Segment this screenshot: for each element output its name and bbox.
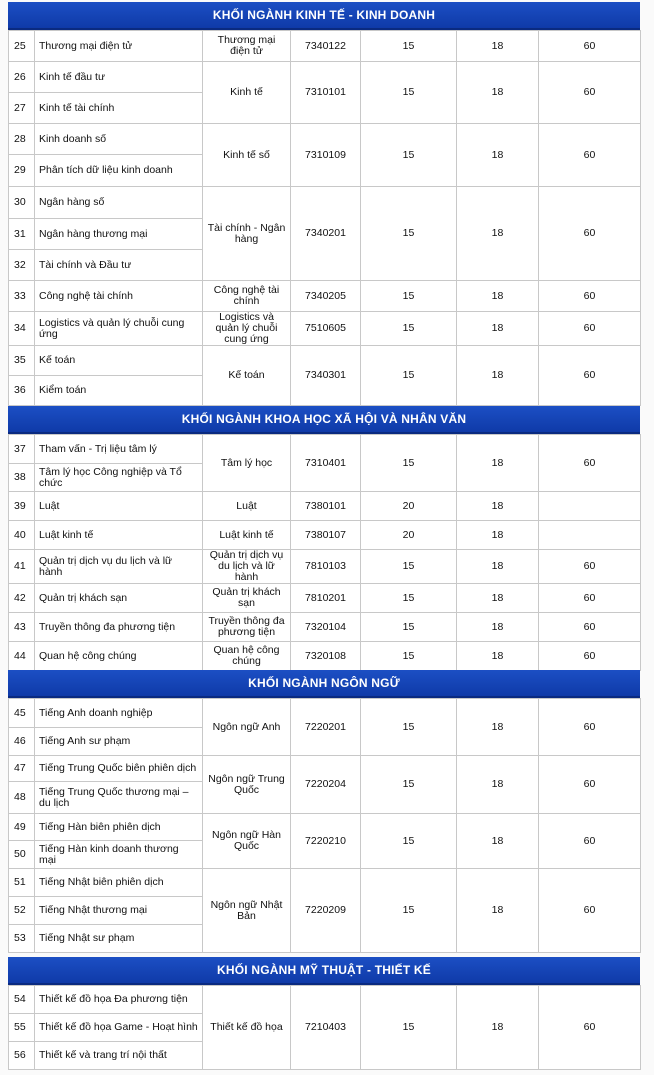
major-name-cell: Tiếng Hàn kinh doanh thương mại — [35, 841, 203, 869]
table-row — [9, 312, 641, 346]
stt-cell: 31 — [9, 219, 35, 250]
section-header — [8, 2, 640, 30]
major-name-cell: Tiếng Trung Quốc biên phiên dịch — [35, 756, 203, 782]
major-name-cell: Ngân hàng số — [35, 187, 203, 219]
major-name-cell: Tiếng Anh sư phạm — [35, 728, 203, 756]
score-cell: 15 — [361, 613, 457, 642]
table-row — [9, 584, 641, 613]
section-header — [8, 406, 640, 434]
score-cell: 18 — [457, 613, 539, 642]
section-title: KHỐI NGÀNH MỸ THUẬT - THIẾT KẾ — [217, 963, 431, 977]
major-name-cell: Thương mại điện tử — [35, 31, 203, 62]
group-cell: Quản trị dịch vụ du lịch và lữ hành — [203, 550, 291, 584]
table-row — [9, 986, 641, 1014]
stt-cell: 49 — [9, 814, 35, 841]
major-name-cell: Kinh tế tài chính — [35, 93, 203, 124]
stt-cell: 42 — [9, 584, 35, 613]
group-cell: Logistics và quản lý chuỗi cung ứng — [203, 312, 291, 346]
score-cell: 15 — [361, 584, 457, 613]
table-row — [9, 31, 641, 62]
score-cell: 15 — [361, 312, 457, 346]
group-cell: Ngôn ngữ Anh — [203, 699, 291, 756]
table-row — [9, 756, 641, 782]
score-cell: 60 — [539, 62, 641, 124]
group-cell: Truyền thông đa phương tiện — [203, 613, 291, 642]
group-cell: Quan hệ công chúng — [203, 642, 291, 671]
score-cell: 18 — [457, 584, 539, 613]
score-cell — [539, 492, 641, 521]
score-cell: 15 — [361, 124, 457, 187]
score-cell: 18 — [457, 550, 539, 584]
stt-cell: 34 — [9, 312, 35, 346]
code-cell: 7320108 — [291, 642, 361, 671]
group-cell: Ngôn ngữ Hàn Quốc — [203, 814, 291, 869]
major-name-cell: Tâm lý học Công nghiệp và Tổ chức — [35, 464, 203, 492]
code-cell: 7310101 — [291, 62, 361, 124]
section-title: KHỐI NGÀNH KHOA HỌC XÃ HỘI VÀ NHÂN VĂN — [181, 412, 467, 426]
stt-cell: 29 — [9, 155, 35, 187]
score-cell: 60 — [539, 584, 641, 613]
code-cell: 7320104 — [291, 613, 361, 642]
stt-cell: 43 — [9, 613, 35, 642]
table-row — [9, 492, 641, 521]
stt-cell: 40 — [9, 521, 35, 550]
score-cell: 60 — [539, 613, 641, 642]
major-name-cell: Công nghệ tài chính — [35, 281, 203, 312]
code-cell: 7210403 — [291, 986, 361, 1070]
score-cell: 15 — [361, 281, 457, 312]
stt-cell: 25 — [9, 31, 35, 62]
group-cell: Thiết kế đồ họa — [203, 986, 291, 1070]
stt-cell: 54 — [9, 986, 35, 1014]
code-cell: 7220201 — [291, 699, 361, 756]
stt-cell: 33 — [9, 281, 35, 312]
stt-cell: 27 — [9, 93, 35, 124]
group-cell: Kinh tế số — [203, 124, 291, 187]
score-cell: 60 — [539, 869, 641, 953]
score-cell: 18 — [457, 492, 539, 521]
score-cell: 60 — [539, 986, 641, 1070]
group-cell: Tài chính - Ngân hàng — [203, 187, 291, 281]
score-cell: 18 — [457, 312, 539, 346]
stt-cell: 36 — [9, 376, 35, 406]
section-header — [8, 670, 640, 698]
major-name-cell: Logistics và quản lý chuỗi cung ứng — [35, 312, 203, 346]
score-cell: 18 — [457, 435, 539, 492]
table-row — [9, 281, 641, 312]
code-cell: 7340301 — [291, 346, 361, 406]
score-cell: 18 — [457, 281, 539, 312]
table-row — [9, 814, 641, 841]
score-cell: 20 — [361, 492, 457, 521]
stt-cell: 52 — [9, 897, 35, 925]
score-cell: 60 — [539, 346, 641, 406]
group-cell: Kinh tế — [203, 62, 291, 124]
code-cell: 7340122 — [291, 31, 361, 62]
section-table — [8, 30, 641, 406]
major-name-cell: Quan hệ công chúng — [35, 642, 203, 671]
score-cell: 60 — [539, 814, 641, 869]
table-row — [9, 550, 641, 584]
table-row — [9, 187, 641, 219]
major-name-cell: Phân tích dữ liệu kinh doanh — [35, 155, 203, 187]
major-name-cell: Tiếng Hàn biên phiên dịch — [35, 814, 203, 841]
code-cell: 7810201 — [291, 584, 361, 613]
major-name-cell: Quản trị dịch vụ du lịch và lữ hành — [35, 550, 203, 584]
code-cell: 7810103 — [291, 550, 361, 584]
section-title: KHỐI NGÀNH NGÔN NGỮ — [248, 676, 400, 690]
score-cell: 18 — [457, 756, 539, 814]
code-cell: 7220204 — [291, 756, 361, 814]
score-cell: 60 — [539, 699, 641, 756]
major-name-cell: Quản trị khách sạn — [35, 584, 203, 613]
major-name-cell: Thiết kế đồ họa Đa phương tiện — [35, 986, 203, 1014]
major-name-cell: Tiếng Anh doanh nghiệp — [35, 699, 203, 728]
major-name-cell: Tham vấn - Trị liệu tâm lý — [35, 435, 203, 464]
stt-cell: 55 — [9, 1014, 35, 1042]
group-cell: Ngôn ngữ Nhật Bản — [203, 869, 291, 953]
major-name-cell: Kinh doanh số — [35, 124, 203, 155]
major-name-cell: Kiểm toán — [35, 376, 203, 406]
score-cell: 15 — [361, 699, 457, 756]
score-cell: 15 — [361, 31, 457, 62]
table-row — [9, 62, 641, 93]
score-cell: 18 — [457, 986, 539, 1070]
major-name-cell: Tiếng Nhật biên phiên dịch — [35, 869, 203, 897]
score-cell: 15 — [361, 435, 457, 492]
code-cell: 7340201 — [291, 187, 361, 281]
stt-cell: 32 — [9, 250, 35, 281]
score-cell: 15 — [361, 869, 457, 953]
score-cell: 60 — [539, 31, 641, 62]
score-cell: 18 — [457, 814, 539, 869]
section-table — [8, 434, 641, 671]
section-table — [8, 698, 641, 953]
score-cell: 15 — [361, 187, 457, 281]
score-cell: 18 — [457, 187, 539, 281]
score-cell: 15 — [361, 814, 457, 869]
score-cell: 15 — [361, 346, 457, 406]
section-header — [8, 957, 640, 985]
section-table — [8, 985, 641, 1070]
table-row — [9, 346, 641, 376]
score-cell: 15 — [361, 62, 457, 124]
major-name-cell: Luật — [35, 492, 203, 521]
section-title: KHỐI NGÀNH KINH TẾ - KINH DOANH — [212, 8, 436, 22]
score-cell: 15 — [361, 550, 457, 584]
table-row — [9, 124, 641, 155]
stt-cell: 37 — [9, 435, 35, 464]
code-cell: 7310109 — [291, 124, 361, 187]
score-cell: 60 — [539, 281, 641, 312]
score-cell: 18 — [457, 31, 539, 62]
stt-cell: 38 — [9, 464, 35, 492]
table-row — [9, 869, 641, 897]
score-cell: 60 — [539, 312, 641, 346]
major-name-cell: Kinh tế đầu tư — [35, 62, 203, 93]
code-cell: 7380101 — [291, 492, 361, 521]
stt-cell: 48 — [9, 782, 35, 814]
stt-cell: 28 — [9, 124, 35, 155]
score-cell: 18 — [457, 124, 539, 187]
score-cell: 18 — [457, 346, 539, 406]
stt-cell: 47 — [9, 756, 35, 782]
score-cell: 18 — [457, 62, 539, 124]
score-cell — [539, 521, 641, 550]
major-name-cell: Kế toán — [35, 346, 203, 376]
stt-cell: 50 — [9, 841, 35, 869]
table-row — [9, 435, 641, 464]
table-row — [9, 642, 641, 671]
major-name-cell: Thiết kế đồ họa Game - Hoạt hình — [35, 1014, 203, 1042]
score-cell: 60 — [539, 124, 641, 187]
stt-cell: 30 — [9, 187, 35, 219]
major-name-cell: Thiết kế và trang trí nội thất — [35, 1042, 203, 1070]
score-cell: 18 — [457, 869, 539, 953]
table-row — [9, 613, 641, 642]
major-name-cell: Ngân hàng thương mại — [35, 219, 203, 250]
score-cell: 60 — [539, 187, 641, 281]
score-cell: 18 — [457, 642, 539, 671]
score-cell: 60 — [539, 642, 641, 671]
score-cell: 60 — [539, 435, 641, 492]
stt-cell: 45 — [9, 699, 35, 728]
code-cell: 7340205 — [291, 281, 361, 312]
score-cell: 60 — [539, 550, 641, 584]
major-name-cell: Tài chính và Đầu tư — [35, 250, 203, 281]
group-cell: Tâm lý học — [203, 435, 291, 492]
stt-cell: 46 — [9, 728, 35, 756]
table-row — [9, 521, 641, 550]
code-cell: 7510605 — [291, 312, 361, 346]
group-cell: Quản trị khách sạn — [203, 584, 291, 613]
stt-cell: 26 — [9, 62, 35, 93]
group-cell: Kế toán — [203, 346, 291, 406]
major-name-cell: Tiếng Nhật thương mại — [35, 897, 203, 925]
score-cell: 15 — [361, 986, 457, 1070]
score-cell: 60 — [539, 756, 641, 814]
score-cell: 15 — [361, 756, 457, 814]
major-name-cell: Truyền thông đa phương tiện — [35, 613, 203, 642]
major-name-cell: Luật kinh tế — [35, 521, 203, 550]
score-cell: 18 — [457, 521, 539, 550]
major-name-cell: Tiếng Trung Quốc thương mại – du lịch — [35, 782, 203, 814]
major-name-cell: Tiếng Nhật sư phạm — [35, 925, 203, 953]
code-cell: 7220209 — [291, 869, 361, 953]
score-cell: 15 — [361, 642, 457, 671]
stt-cell: 44 — [9, 642, 35, 671]
stt-cell: 41 — [9, 550, 35, 584]
stt-cell: 51 — [9, 869, 35, 897]
stt-cell: 39 — [9, 492, 35, 521]
code-cell: 7380107 — [291, 521, 361, 550]
group-cell: Thương mại điện tử — [203, 31, 291, 62]
score-cell: 18 — [457, 699, 539, 756]
table-row — [9, 699, 641, 728]
score-cell: 20 — [361, 521, 457, 550]
code-cell: 7310401 — [291, 435, 361, 492]
stt-cell: 53 — [9, 925, 35, 953]
stt-cell: 56 — [9, 1042, 35, 1070]
group-cell: Luật — [203, 492, 291, 521]
group-cell: Luật kinh tế — [203, 521, 291, 550]
group-cell: Ngôn ngữ Trung Quốc — [203, 756, 291, 814]
stt-cell: 35 — [9, 346, 35, 376]
group-cell: Công nghệ tài chính — [203, 281, 291, 312]
code-cell: 7220210 — [291, 814, 361, 869]
